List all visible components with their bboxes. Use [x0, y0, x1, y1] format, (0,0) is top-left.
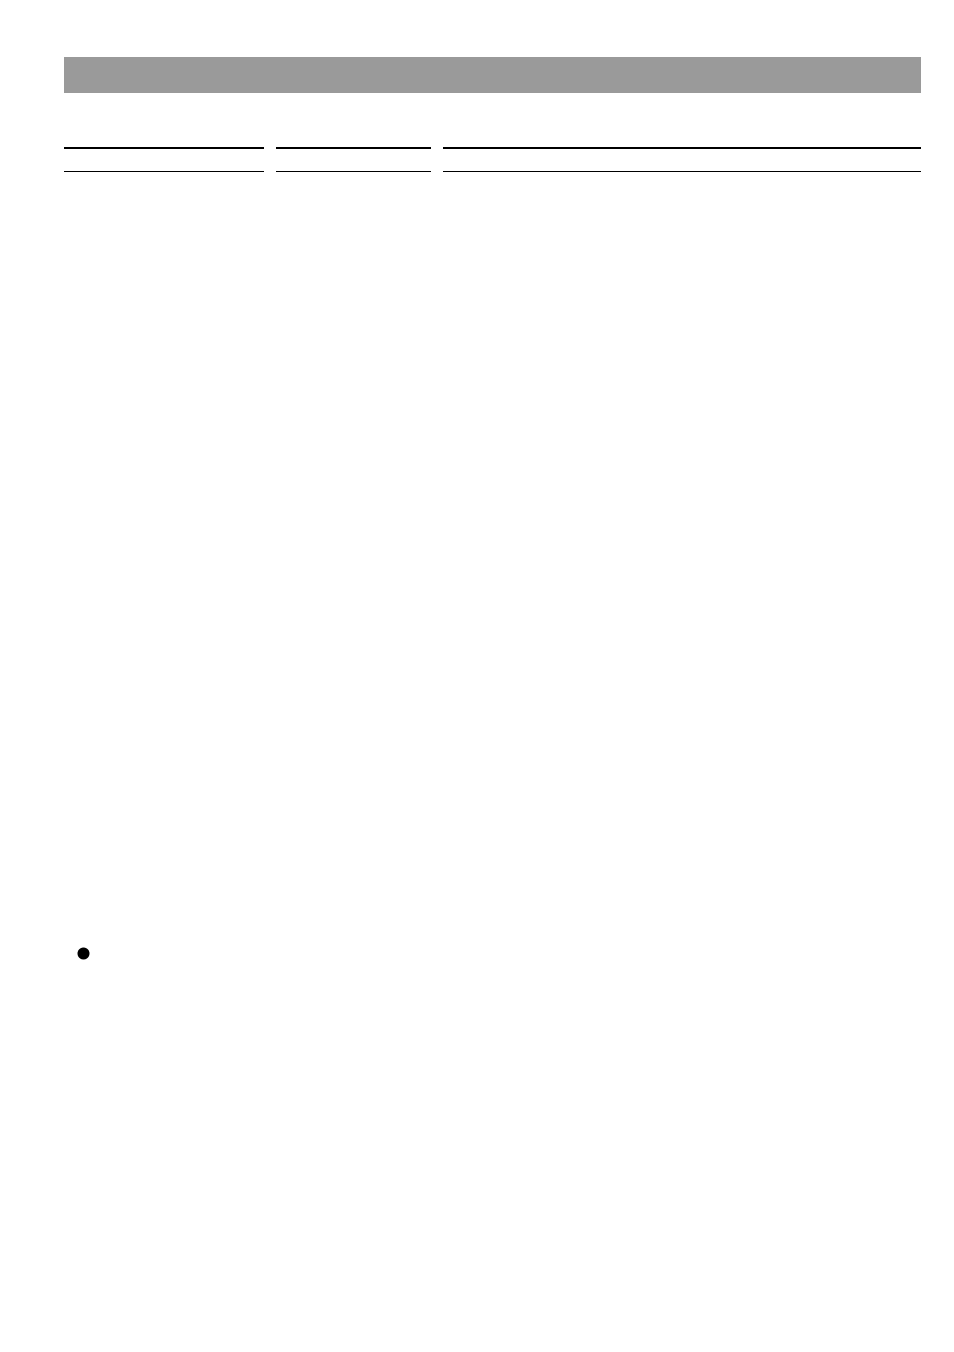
record-icon [77, 947, 90, 960]
section-title-bar [64, 57, 921, 93]
header-button-visor [64, 147, 264, 172]
footnote [64, 946, 921, 965]
header-function [443, 147, 921, 172]
header-identification [276, 147, 431, 172]
